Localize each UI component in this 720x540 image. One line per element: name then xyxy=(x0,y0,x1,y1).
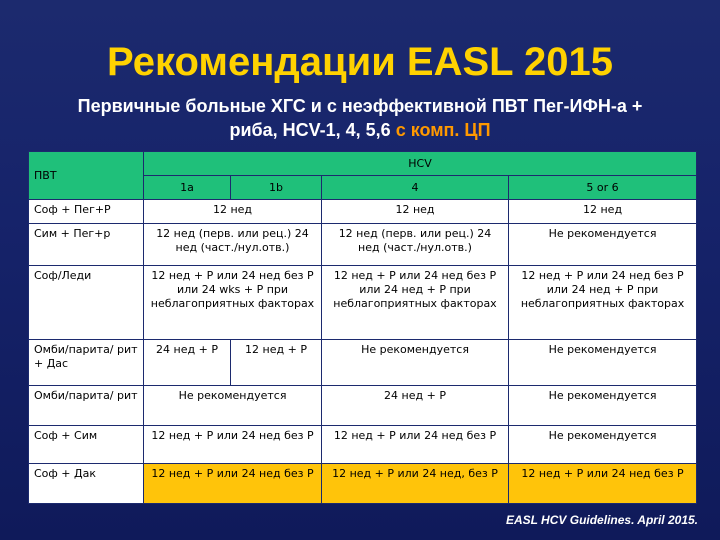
table-row xyxy=(29,464,697,504)
cell-genotype-4: 12 нед + Р или 24 нед без Р xyxy=(322,426,509,464)
table-row xyxy=(29,426,697,464)
regimen-cell: Сим + Пег+р xyxy=(29,224,144,266)
header-genotype-4: 4 xyxy=(322,176,509,200)
cell-genotype-4: 24 нед + Р xyxy=(322,386,509,426)
header-genotype-1a: 1a xyxy=(144,176,231,200)
cell-genotype-5-6: 12 нед + Р или 24 нед без Р или 24 нед + Р при неблагоприятных факторах xyxy=(509,266,697,340)
cell-genotype-4: 12 нед xyxy=(322,200,509,224)
cell-genotype-5-6: Не рекомендуется xyxy=(509,386,697,426)
cell-genotype-1: 12 нед (перв. или рец.) 24 нед (част./нул.отв.) xyxy=(144,224,322,266)
cell-genotype-1: Не рекомендуется xyxy=(144,386,322,426)
cell-genotype-1: 12 нед + Р или 24 нед без Р или 24 wks + Р при неблагоприятных факторах xyxy=(144,266,322,340)
regimen-cell: Соф + Дак xyxy=(29,464,144,504)
recommendations-table xyxy=(28,151,697,504)
regimen-cell: Омби/парита/ рит + Дас xyxy=(29,340,144,386)
subtitle-highlight: с комп. ЦП xyxy=(395,120,491,140)
regimen-cell: Омби/парита/ рит xyxy=(29,386,144,426)
regimen-cell: Соф + Пег+Р xyxy=(29,200,144,224)
cell-genotype-1b: 12 нед + Р xyxy=(231,340,322,386)
cell-genotype-1: 12 нед + Р или 24 нед без Р xyxy=(144,426,322,464)
regimen-cell: Соф/Леди xyxy=(29,266,144,340)
table-row xyxy=(29,266,697,340)
subtitle-line2-prefix: риба, HCV-1, 4, 5,6 xyxy=(229,120,396,140)
cell-genotype-5-6: 12 нед + Р или 24 нед без Р xyxy=(509,464,697,504)
header-pvt: ПВТ xyxy=(29,152,144,200)
cell-genotype-4: Не рекомендуется xyxy=(322,340,509,386)
header-genotype-5-6: 5 or 6 xyxy=(509,176,697,200)
cell-genotype-4: 12 нед + Р или 24 нед без Р или 24 нед + Р при неблагоприятных факторах xyxy=(322,266,509,340)
cell-genotype-5-6: 12 нед xyxy=(509,200,697,224)
cell-genotype-4: 12 нед + Р или 24 нед, без Р xyxy=(322,464,509,504)
slide-title: Рекомендации EASL 2015 xyxy=(107,40,613,84)
header-genotype-1b: 1b xyxy=(231,176,322,200)
cell-genotype-5-6: Не рекомендуется xyxy=(509,340,697,386)
table-row xyxy=(29,200,697,224)
regimen-cell: Соф + Сим xyxy=(29,426,144,464)
cell-genotype-1a: 24 нед + Р xyxy=(144,340,231,386)
slide-subtitle xyxy=(20,94,700,142)
cell-genotype-4: 12 нед (перв. или рец.) 24 нед (част./нул.отв.) xyxy=(322,224,509,266)
table-row xyxy=(29,224,697,266)
subtitle-line1: Первичные больные ХГС и с неэффективной ПВТ Пег-ИФН-а + xyxy=(77,96,643,116)
cell-genotype-5-6: Не рекомендуется xyxy=(509,224,697,266)
header-hcv: HCV xyxy=(144,152,697,176)
table-row xyxy=(29,386,697,426)
source-citation: EASL HCV Guidelines. April 2015. xyxy=(505,513,698,527)
cell-genotype-1: 12 нед xyxy=(144,200,322,224)
cell-genotype-5-6: Не рекомендуется xyxy=(509,426,697,464)
cell-genotype-1: 12 нед + Р или 24 нед без Р xyxy=(144,464,322,504)
table-row xyxy=(29,340,697,386)
